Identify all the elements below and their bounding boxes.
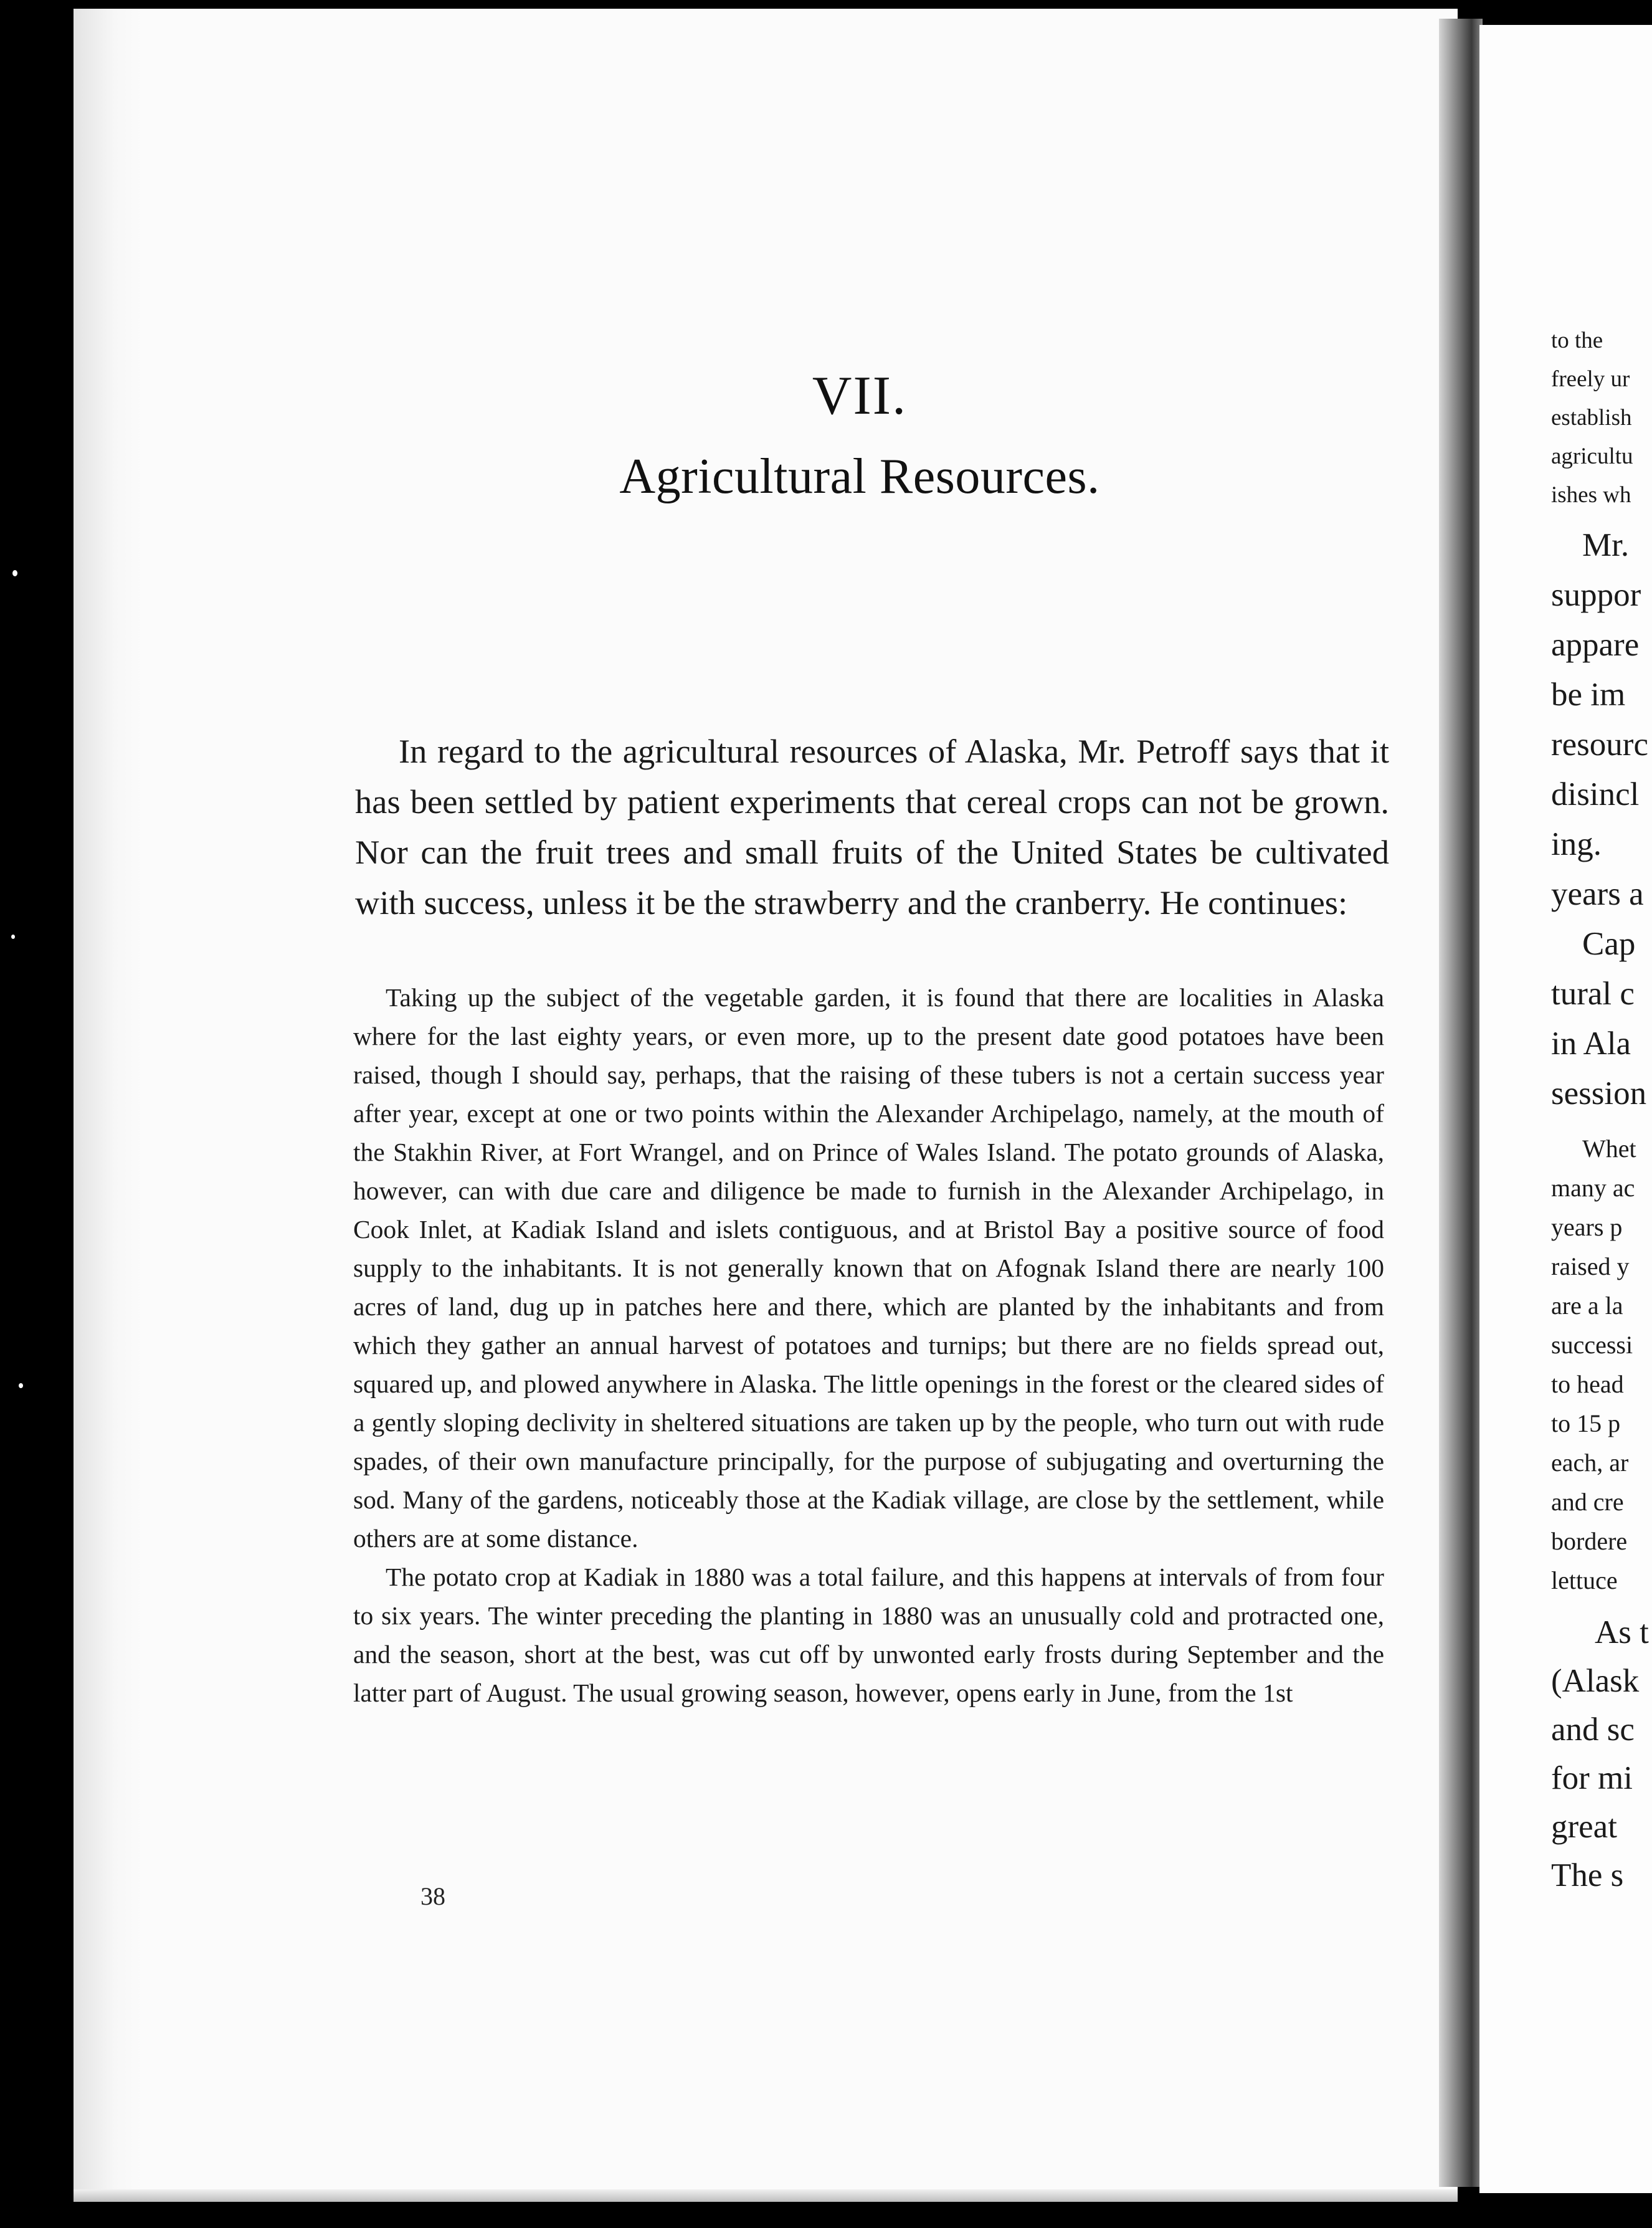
right-page-line: are a la [1551,1292,1623,1320]
right-page-line: session [1551,1075,1647,1112]
right-page-line: raised y [1551,1252,1630,1280]
right-page-line: As t [1595,1614,1649,1650]
right-page-line: to the [1551,328,1603,353]
right-page-line: successi [1551,1331,1633,1359]
right-page-line: disincl [1551,776,1640,812]
quote-paragraph: Taking up the subject of the vegetable garden, it is found that there are localities in Alaska where for the last eighty years, or even more, up to the present date good potatoes have been raised, though I should say, perhaps, that the raising of these tubers is not a certain success year after year, except at one or two points within the Alexander Archipelago, namely, at the mouth of the Stakhin River, at Fort Wrangel, and on Prince of Wales Island. The potato grounds of Alaska, however, can with due care and diligence be made to furnish in the Alexander Archipelago, in Cook Inlet, at Kadiak Island and islets contiguous, and at Bristol Bay a positive source of food supply to the inhabitants. It is not generally known that on Afognak Island there are nearly 100 acres of land, dug up in patches here and there, which are planted by the inhabitants and from which they gather an annual harvest of potatoes and turnips; but there are no fields spread out, squared up, and plowed anywhere in Alaska. The little openings in the forest or the cleared sides of a gently sloping declivity in sheltered situations are taken up by the people, who turn out with rude spades, of their own manufacture principally, for the purpose of subjugating and overturning the sod. Many of the gardens, noticeably those at the Kadiak village, are close by the settlement, while others are at some distance. [353,983,1384,1553]
right-page-line: years p [1551,1213,1623,1241]
right-page-line: be im [1551,677,1626,713]
right-page-line: to head [1551,1370,1624,1398]
chapter-number: VII. [812,366,908,426]
right-page-line: for mi [1551,1760,1633,1796]
right-page-line: appare [1551,627,1640,663]
right-page-line: and sc [1551,1711,1635,1748]
right-page-line: Whet [1582,1135,1636,1163]
scan-speck [19,1383,23,1388]
scan-speck [12,570,17,576]
right-page-line: (Alask [1551,1663,1640,1699]
intro-paragraph: In regard to the agricultural resources of Alaska, Mr. Petroff says that it has been settled by patient experiments that cereal crops can not be grown. Nor can the fruit trees and small fruits of the United States be cultivated with success, unless it be the strawberry and the cranberry. He continues: [355,732,1389,921]
right-page-line: The s [1551,1857,1624,1893]
page-edge-shadow [74,9,142,2202]
right-page-line: many ac [1551,1174,1635,1202]
right-page-line: and cre [1551,1488,1624,1516]
book-gutter [1439,19,1483,2187]
quoted-passage [353,978,1384,1712]
scan-speck [11,935,15,939]
right-page-line: bordere [1551,1527,1628,1555]
right-page-line: Cap [1582,926,1636,962]
quote-paragraph: The potato crop at Kadiak in 1880 was a total failure, and this happens at intervals of from four to six years. The winter preceding the planting in 1880 was an unusually cold and protracted one, and the season, short at the best, was cut off by unwonted early frosts during September and the latter part of August. The usual growing season, however, opens early in June, from the 1st [353,1563,1384,1707]
right-page-line: Mr. [1582,527,1630,563]
right-page-line: in Ala [1551,1026,1631,1062]
right-page-line: ishes wh [1551,482,1631,508]
page-bottom-edge [74,2189,1458,2202]
page-number: 38 [420,1882,445,1910]
chapter-title: Agricultural Resources. [619,449,1100,504]
right-page-line: lettuce [1551,1566,1618,1594]
right-page-line: each, ar [1551,1449,1629,1477]
right-page-line: resourc [1551,726,1648,763]
right-page-line: to 15 p [1551,1409,1621,1437]
right-page-line: freely ur [1551,366,1630,392]
right-page-line: tural c [1551,976,1635,1012]
right-page-line: establish [1551,405,1632,431]
right-page-line: agricultu [1551,444,1633,469]
right-page-line: great [1551,1809,1617,1845]
right-page-line: suppor [1551,577,1641,613]
right-page-line: ing. [1551,826,1602,862]
right-page-line: years a [1551,876,1644,912]
